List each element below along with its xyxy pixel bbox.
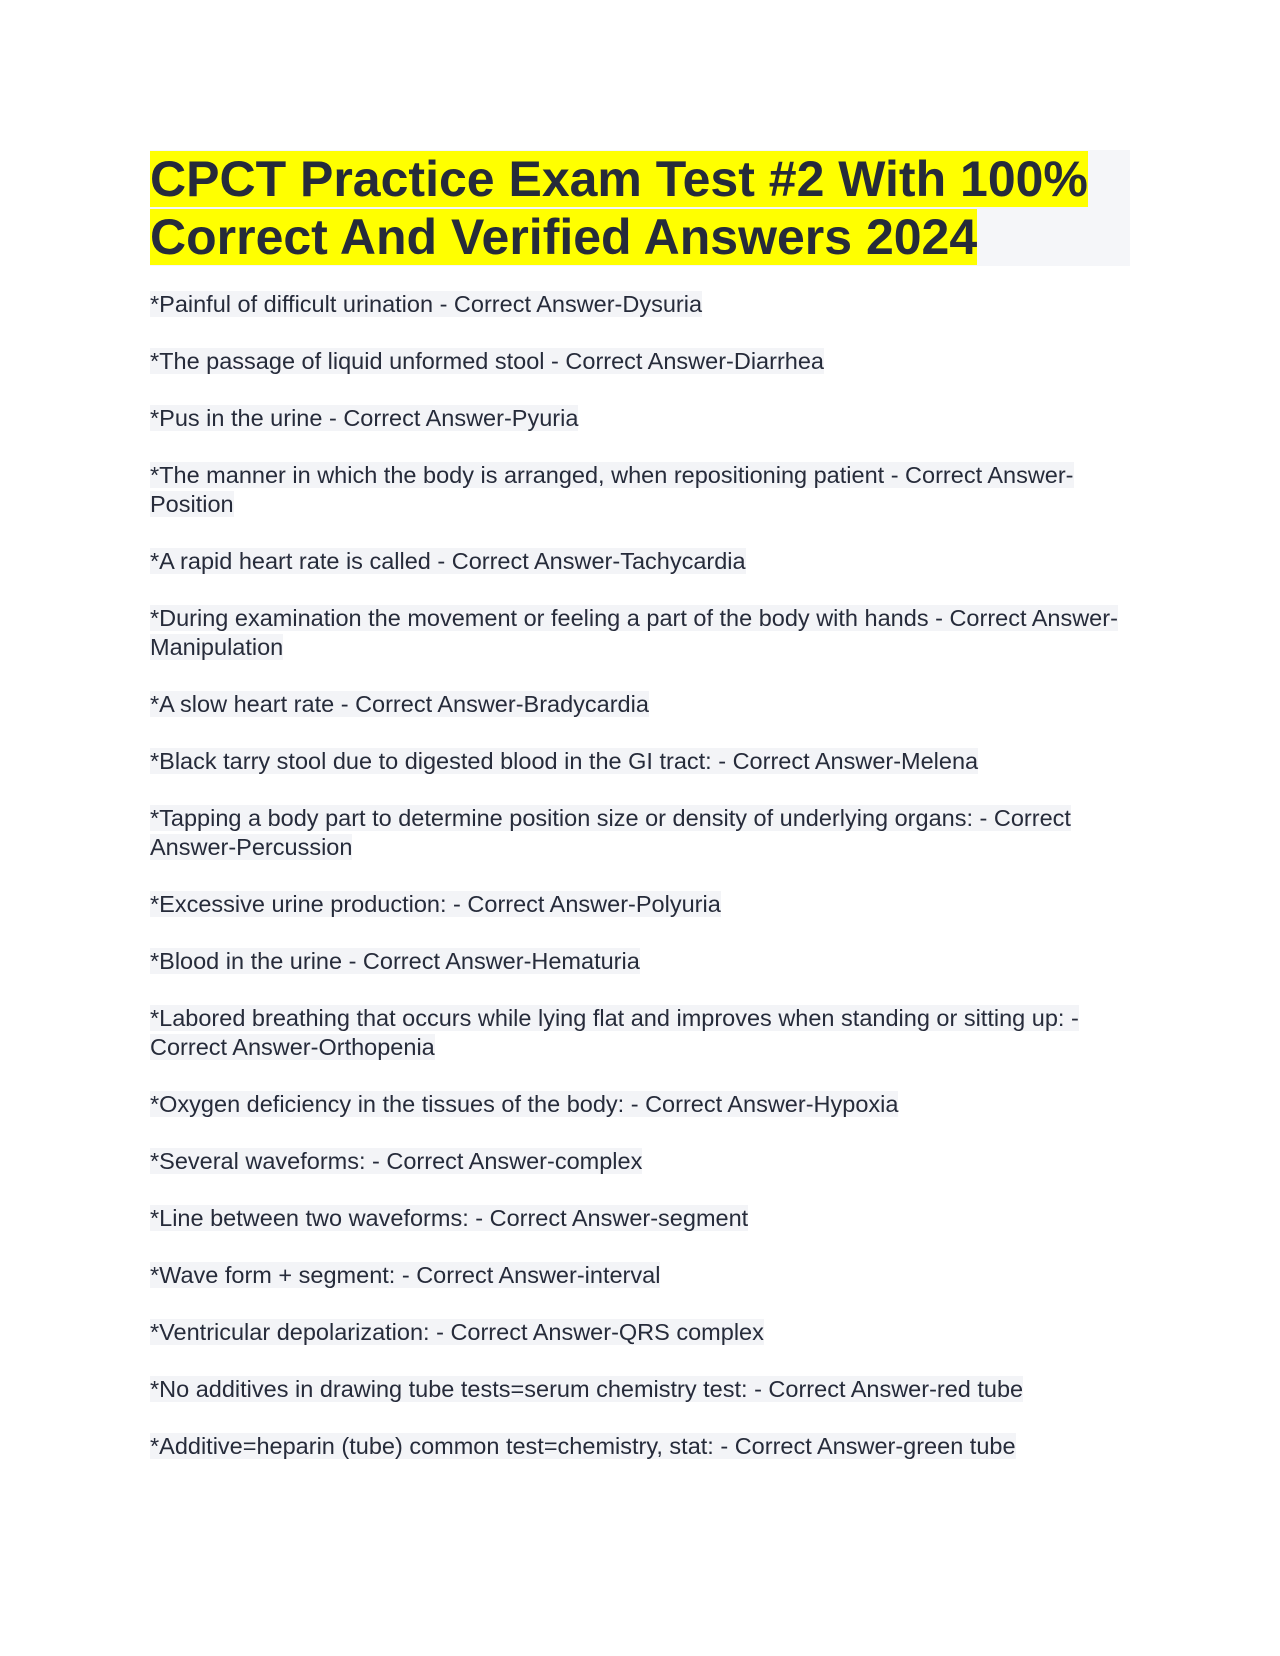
qa-item [150,690,1130,719]
qa-item-text: *Wave form + segment: - Correct Answer-interval [150,1262,661,1288]
qa-item-text: *Line between two waveforms: - Correct Answer-segment [150,1205,749,1231]
qa-item-text: *Excessive urine production: - Correct Answer-Polyuria [150,891,721,917]
qa-item [150,804,1130,862]
qa-item-text: *Additive=heparin (tube) common test=chemistry, stat: - Correct Answer-green tube [150,1433,1016,1459]
qa-item-text: *The passage of liquid unformed stool - Correct Answer-Diarrhea [150,348,824,374]
qa-item-text: *Oxygen deficiency in the tissues of the body: - Correct Answer-Hypoxia [150,1091,899,1117]
qa-item [150,1090,1130,1119]
qa-item [150,1261,1130,1290]
qa-item-text: *A rapid heart rate is called - Correct Answer-Tachycardia [150,548,746,574]
qa-item-text: *Several waveforms: - Correct Answer-complex [150,1148,643,1174]
qa-item [150,1004,1130,1062]
title-block [150,150,1130,266]
qa-item-text: *Pus in the urine - Correct Answer-Pyuria [150,405,579,431]
qa-item-text: *Ventricular depolarization: - Correct Answer-QRS complex [150,1319,764,1345]
qa-item-text: *During examination the movement or feeling a part of the body with hands - Correct Answer-Manipulation [150,605,1118,660]
qa-item [150,347,1130,376]
qa-list [150,290,1130,1461]
qa-item [150,1318,1130,1347]
qa-item [150,890,1130,919]
document-page [150,150,1130,1489]
qa-item-text: *No additives in drawing tube tests=serum chemistry test: - Correct Answer-red tube [150,1376,1024,1402]
qa-item [150,547,1130,576]
qa-item [150,461,1130,519]
qa-item [150,604,1130,662]
qa-item-text: *Labored breathing that occurs while lying flat and improves when standing or sitting up: - Correct Answer-Orthopenia [150,1005,1079,1060]
qa-item [150,1375,1130,1404]
document-title [150,150,1130,266]
qa-item-text: *Painful of difficult urination - Correct Answer-Dysuria [150,291,703,317]
qa-item-text: *A slow heart rate - Correct Answer-Bradycardia [150,691,649,717]
qa-item [150,1204,1130,1233]
qa-item-text: *Blood in the urine - Correct Answer-Hematuria [150,948,640,974]
qa-item [150,747,1130,776]
qa-item-text: *Black tarry stool due to digested blood in the GI tract: - Correct Answer-Melena [150,748,979,774]
qa-item [150,290,1130,319]
title-highlight: CPCT Practice Exam Test #2 With 100% Correct And Verified Answers 2024 [150,151,1088,265]
qa-item-text: *The manner in which the body is arranged, when repositioning patient - Correct Answer-Position [150,462,1074,517]
qa-item [150,1147,1130,1176]
qa-item-text: *Tapping a body part to determine position size or density of underlying organs: - Correct Answer-Percussion [150,805,1071,860]
qa-item [150,1432,1130,1461]
qa-item [150,947,1130,976]
qa-item [150,404,1130,433]
